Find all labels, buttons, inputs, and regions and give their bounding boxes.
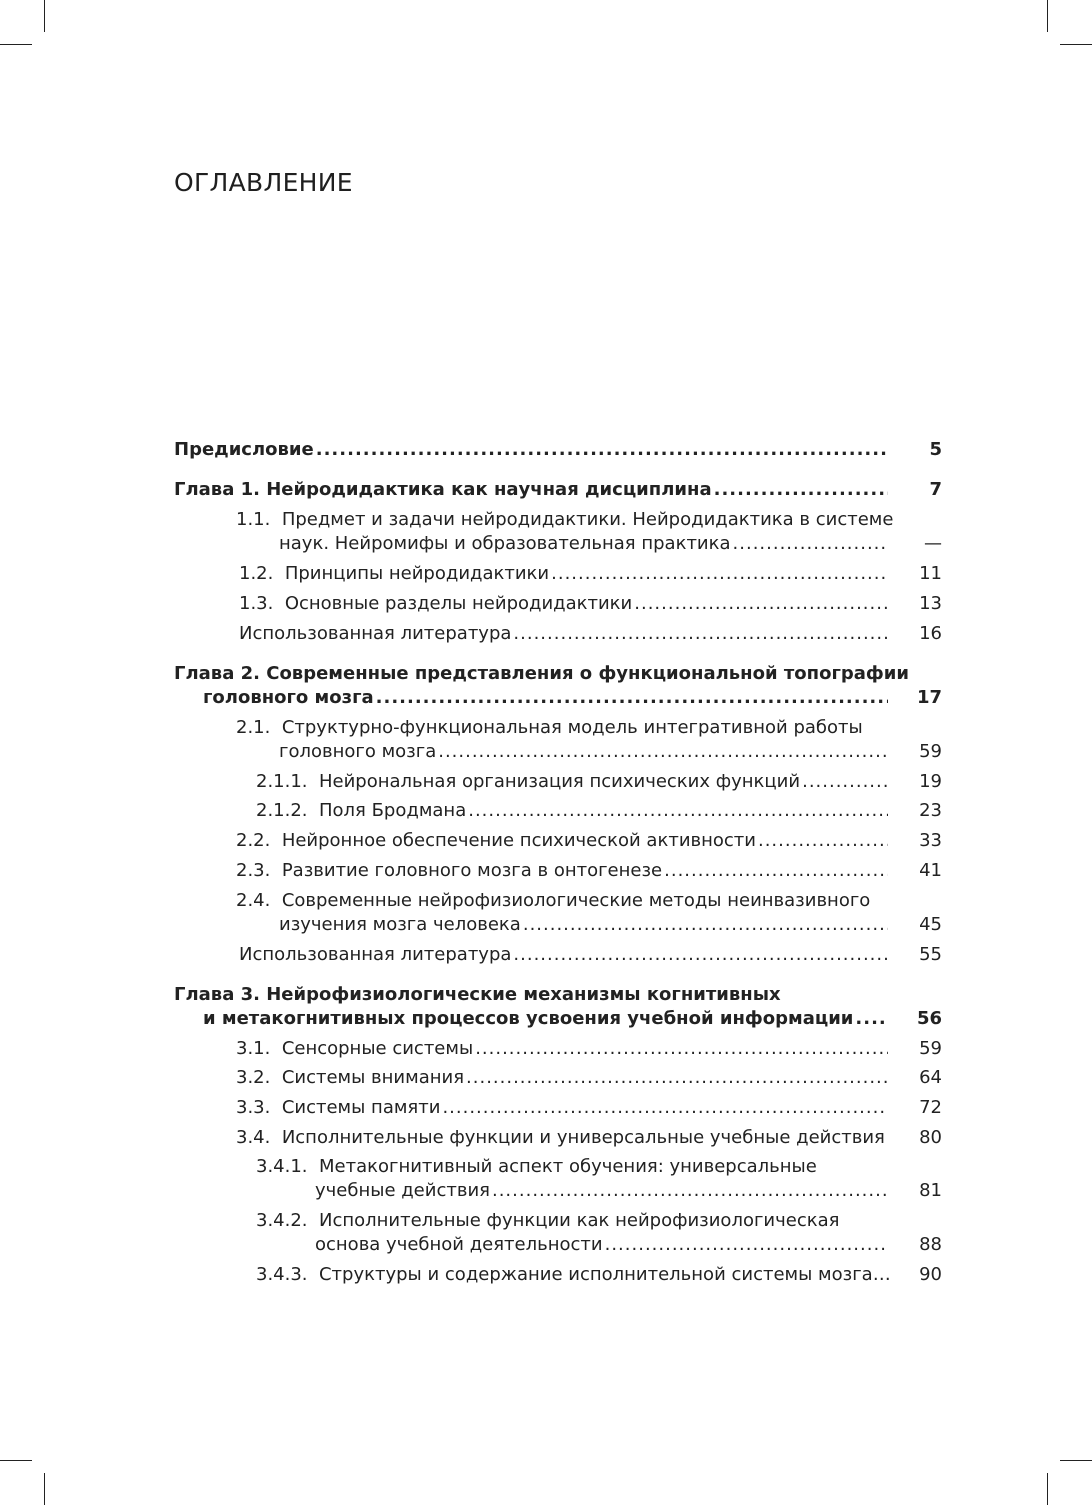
- toc-entry-number: 2.1.: [236, 717, 271, 738]
- toc-entry-title: Исполнительные функции и универсальные учебные действия: [281, 1127, 885, 1148]
- leader-dots: [855, 1007, 888, 1031]
- toc-entry-title: Структуры и содержание исполнительной системы мозга…: [318, 1264, 891, 1285]
- toc-page-number: 45: [919, 914, 942, 935]
- crop-mark: [44, 0, 45, 32]
- toc-page-number: 16: [919, 623, 942, 644]
- leader-dots: [551, 562, 888, 586]
- toc-page-number: 59: [919, 1038, 942, 1059]
- toc-entry[interactable]: [174, 662, 942, 710]
- leader-dots: [802, 770, 888, 794]
- toc-page-number: 5: [929, 439, 942, 460]
- toc-entry-title-cont: головного мозга: [279, 741, 437, 762]
- crop-mark: [0, 1460, 32, 1461]
- toc-entry[interactable]: [174, 478, 942, 502]
- toc-entry-title: Поля Бродмана: [318, 800, 467, 821]
- toc-entry-title-cont: учебные действия: [315, 1180, 490, 1201]
- toc-entry-number: 3.4.: [236, 1127, 271, 1148]
- leader-dots: [442, 1096, 888, 1120]
- toc-entry-number: 2.1.2.: [256, 800, 308, 821]
- toc-entry[interactable]: [239, 562, 942, 586]
- toc-entry-title-cont: изучения мозга человека: [279, 914, 521, 935]
- toc-page-number: 80: [919, 1127, 942, 1148]
- page-title: ОГЛАВЛЕНИЕ: [174, 168, 353, 197]
- toc-entry[interactable]: [256, 1155, 942, 1203]
- toc-entry-title: Современные нейрофизиологические методы неинвазивного: [281, 890, 871, 911]
- toc-entry-number: 1.1.: [236, 509, 271, 530]
- leader-dots: [468, 799, 888, 823]
- toc-entry[interactable]: [236, 1096, 942, 1120]
- table-of-contents: [174, 438, 942, 1287]
- leader-dots: [664, 859, 888, 883]
- leader-dots: [492, 1179, 888, 1203]
- toc-page-number: —: [924, 533, 942, 554]
- toc-page-number: 55: [919, 944, 942, 965]
- toc-page-number: 90: [919, 1264, 942, 1285]
- leader-dots: [475, 1037, 888, 1061]
- toc-entry[interactable]: [236, 508, 942, 556]
- toc-entry-number: 2.1.1.: [256, 771, 308, 792]
- leader-dots: [316, 438, 888, 462]
- toc-entry-number: 2.4.: [236, 890, 271, 911]
- toc-page-number: 23: [919, 800, 942, 821]
- toc-entry-title: Использованная литература: [239, 944, 512, 965]
- toc-entry-number: 3.3.: [236, 1097, 271, 1118]
- crop-mark: [1060, 1460, 1092, 1461]
- toc-entry-title: Развитие головного мозга в онтогенезе: [281, 860, 663, 881]
- toc-entry-title-cont: наук. Нейромифы и образовательная практика: [279, 533, 731, 554]
- toc-page-number: 13: [919, 593, 942, 614]
- toc-entry[interactable]: [236, 1126, 942, 1150]
- toc-entry[interactable]: [256, 770, 942, 794]
- toc-entry-number: 2.2.: [236, 830, 271, 851]
- toc-page-number: 81: [919, 1180, 942, 1201]
- toc-entry-title: Нейронное обеспечение психической активности: [281, 830, 756, 851]
- toc-page-number: 64: [919, 1067, 942, 1088]
- crop-mark: [1060, 44, 1092, 45]
- toc-page-number: 19: [919, 771, 942, 792]
- crop-mark: [1047, 0, 1048, 32]
- toc-entry[interactable]: [236, 1037, 942, 1061]
- toc-entry-title: Нейрональная организация психических функций: [318, 771, 801, 792]
- toc-page-number: 11: [919, 563, 942, 584]
- leader-dots: [605, 1233, 888, 1257]
- toc-entry[interactable]: [236, 1066, 942, 1090]
- toc-entry[interactable]: [239, 943, 942, 967]
- toc-entry-number: 3.4.3.: [256, 1264, 308, 1285]
- leader-dots: [733, 532, 888, 556]
- leader-dots: [438, 740, 888, 764]
- toc-entry[interactable]: [256, 1263, 942, 1287]
- toc-entry-title: Предисловие: [174, 439, 314, 460]
- crop-mark: [1047, 1473, 1048, 1505]
- toc-page-number: 59: [919, 741, 942, 762]
- toc-entry[interactable]: [174, 983, 942, 1031]
- toc-entry[interactable]: [239, 592, 942, 616]
- toc-entry[interactable]: [239, 622, 942, 646]
- toc-entry-number: 2.3.: [236, 860, 271, 881]
- toc-entry-title: Принципы нейродидактики: [284, 563, 550, 584]
- toc-entry-title: Основные разделы нейродидактики: [284, 593, 633, 614]
- toc-entry-title: Предмет и задачи нейродидактики. Нейродидактика в системе: [281, 509, 894, 530]
- toc-entry[interactable]: [174, 438, 942, 462]
- toc-entry[interactable]: [236, 716, 942, 764]
- toc-page-number: 33: [919, 830, 942, 851]
- toc-entry-title: Глава 2. Современные представления о функциональной топографии: [174, 663, 909, 684]
- toc-entry-title: Системы памяти: [281, 1097, 441, 1118]
- toc-entry-title: Исполнительные функции как нейрофизиологическая: [318, 1210, 840, 1231]
- toc-page-number: 7: [929, 479, 942, 500]
- toc-entry-number: 3.1.: [236, 1038, 271, 1059]
- toc-entry-title-cont: и метакогнитивных процессов усвоения учебной информации: [203, 1008, 854, 1029]
- toc-entry-title: Сенсорные системы: [281, 1038, 474, 1059]
- leader-dots: [714, 478, 888, 502]
- leader-dots: [376, 686, 888, 710]
- leader-dots: [758, 829, 888, 853]
- toc-entry[interactable]: [236, 889, 942, 937]
- toc-entry-title: Использованная литература: [239, 623, 512, 644]
- toc-page-number: 72: [919, 1097, 942, 1118]
- toc-entry[interactable]: [256, 1209, 942, 1257]
- leader-dots: [634, 592, 888, 616]
- toc-entry-number: 1.2.: [239, 563, 274, 584]
- leader-dots: [513, 943, 888, 967]
- toc-entry[interactable]: [256, 799, 942, 823]
- leader-dots: [523, 913, 888, 937]
- toc-entry-number: 3.2.: [236, 1067, 271, 1088]
- toc-page-number: 56: [916, 1008, 942, 1029]
- toc-entry-number: 1.3.: [239, 593, 274, 614]
- toc-page-number: 17: [916, 687, 942, 708]
- toc-entry-title: Глава 3. Нейрофизиологические механизмы когнитивных: [174, 984, 781, 1005]
- toc-entry[interactable]: [236, 859, 942, 883]
- crop-mark: [0, 44, 32, 45]
- toc-entry-title: Структурно-функциональная модель интегративной работы: [281, 717, 863, 738]
- toc-entry-number: 3.4.2.: [256, 1210, 308, 1231]
- toc-entry-title-cont: основа учебной деятельности: [315, 1234, 603, 1255]
- toc-entry-title-cont: головного мозга: [203, 687, 374, 708]
- toc-entry-title: Метакогнитивный аспект обучения: универсальные: [318, 1156, 817, 1177]
- toc-page-number: 88: [919, 1234, 942, 1255]
- leader-dots: [513, 622, 888, 646]
- leader-dots: [466, 1066, 888, 1090]
- toc-entry[interactable]: [236, 829, 942, 853]
- toc-entry-number: 3.4.1.: [256, 1156, 308, 1177]
- toc-entry-title: Системы внимания: [281, 1067, 465, 1088]
- toc-entry-title: Глава 1. Нейродидактика как научная дисциплина: [174, 479, 712, 500]
- crop-mark: [44, 1473, 45, 1505]
- toc-page-number: 41: [919, 860, 942, 881]
